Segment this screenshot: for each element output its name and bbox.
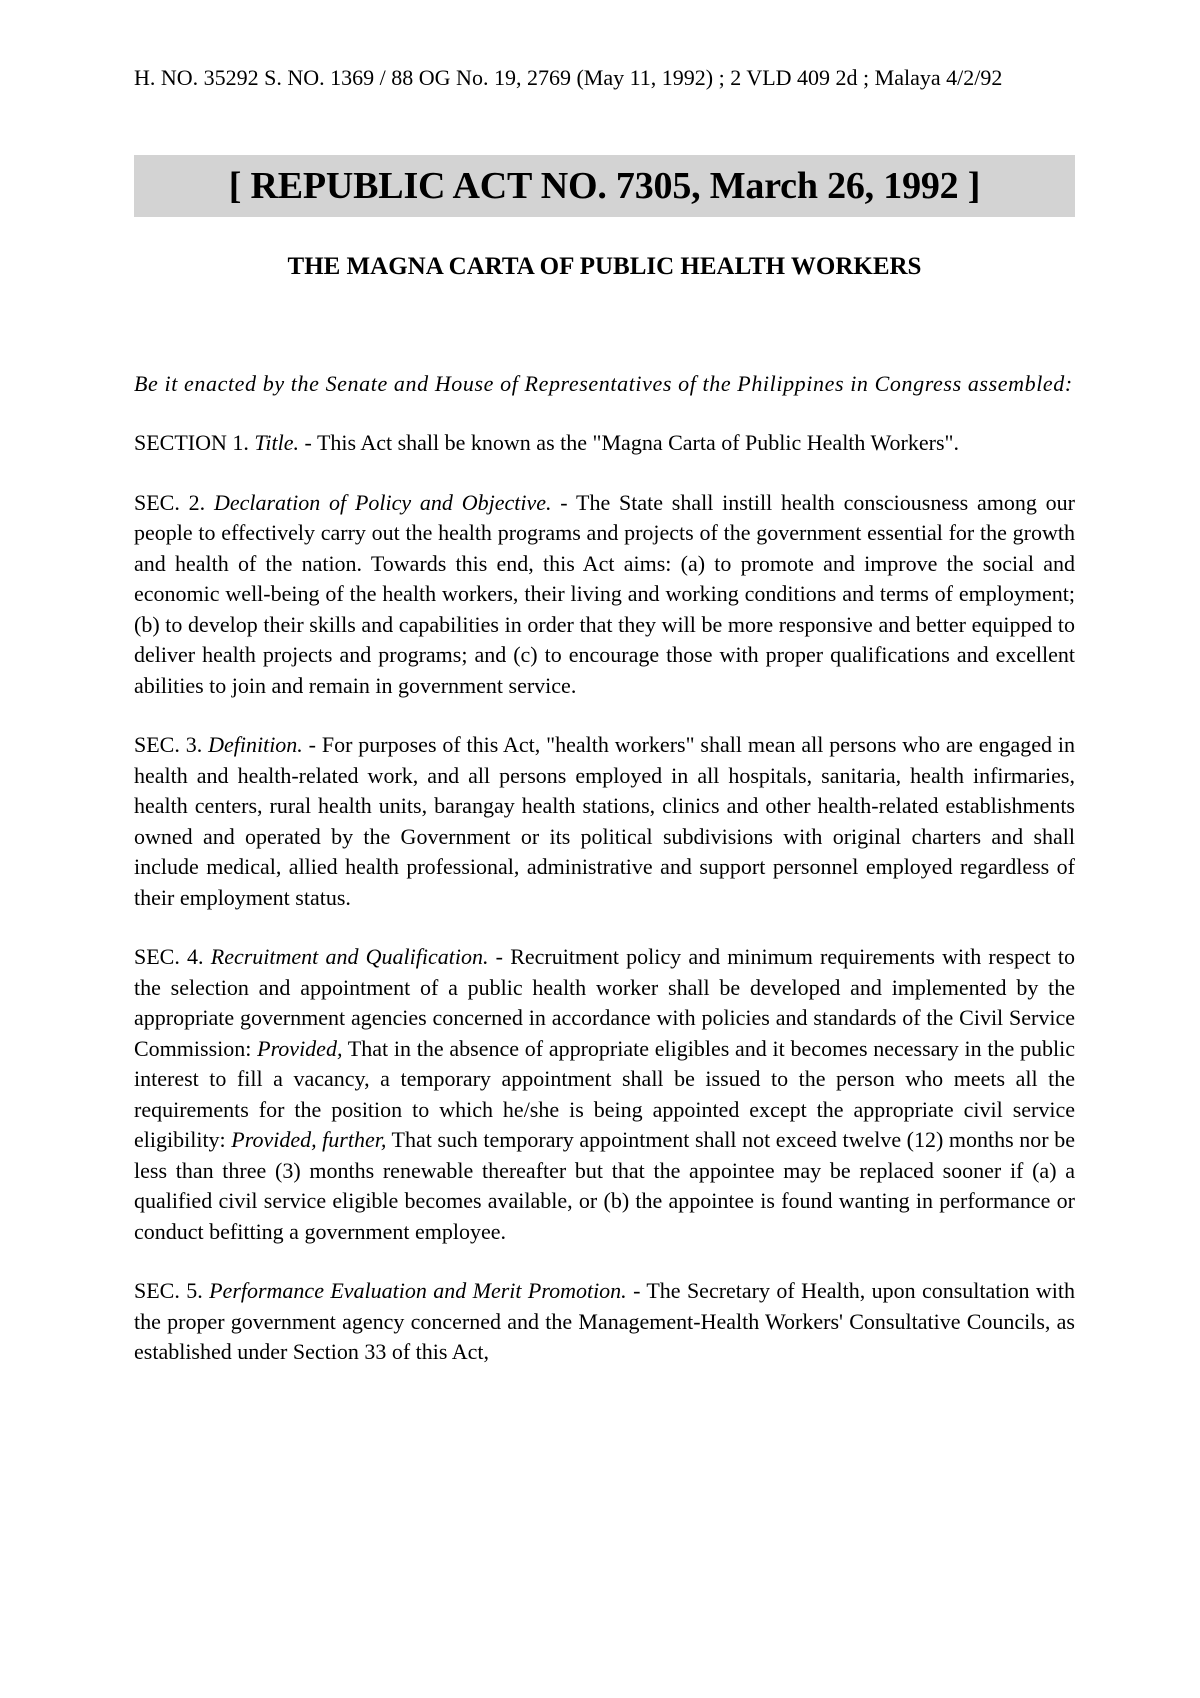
legislative-citation: H. NO. 35292 S. NO. 1369 / 88 OG No. 19, 2769 (May 11, 1992) ; 2 VLD 409 2d ; Malaya 4/2/92 [134,65,1003,90]
section-body: - The State shall instill health consciousness among our people to effectively carry out the health programs and projects of the government essential for the growth and health of the nation. Towards this end, this Act aims: (a) to promote and improve the social and economic well-being of the health workers, their living and working conditions and terms of employment; (b) to develop their skills and capabilities in order that they will be more responsive and better equipped to deliver health projects and programs; and (c) to encourage those with proper qualifications and excellent abilities to join and remain in government service. [134,489,1076,698]
section-1 [134,428,1075,459]
section-heading: Declaration of Policy and Objective. [213,489,552,515]
act-number-heading: [ REPUBLIC ACT NO. 7305, March 26, 1992 ] [228,165,981,207]
section-3 [134,730,1075,913]
document-page [134,62,1075,1390]
section-body: - Recruitment policy and minimum requirements with respect to the selection and appointment of a public health worker shall be developed and implemented by the appropriate government agencies concerned in accordance with policies and standards of the Civil Service Commission: [134,944,1075,1061]
act-title: THE MAGNA CARTA OF PUBLIC HEALTH WORKERS [287,253,922,280]
section-body: - For purposes of this Act, "health workers" shall mean all persons who are engaged in health and health-related work, and all persons employed in all hospitals, sanitaria, health infirmaries, health centers, rural health units, barangay health stations, clinics and other health-related establishments owned and operated by the Government or its political subdivisions with original charters and shall include medical, allied health professional, administrative and support personnel employed regardless of their employment status. [134,732,1076,910]
section-2 [134,488,1075,702]
section-number: SEC. 5. [134,1278,203,1303]
proviso-clause: Provided, [257,1035,343,1061]
enacting-clause: Be it enacted by the Senate and House of Representatives of the Philippines in Congress assembled: [134,371,1073,396]
section-heading: Title. [254,430,300,455]
section-body: - The Secretary of Health, upon consultation with the proper government agency concerned and the Management-Health Workers' Consultative Councils, as established under Section 33 of this Act, [134,1278,1075,1364]
section-number: SECTION 1. [134,430,249,455]
section-heading: Performance Evaluation and Merit Promotion. [209,1278,627,1303]
section-number: SEC. 3. [134,732,203,757]
section-body: That such temporary appointment shall not exceed twelve (12) months nor be less than three (3) months renewable thereafter but that the appointee may be replaced sooner if (a) a qualified civil service eligible becomes available, or (b) the appointee is found wanting in performance or conduct befitting a government employee. [134,1127,1075,1244]
section-5 [134,1276,1075,1368]
section-number: SEC. 4. [134,944,204,969]
section-number: SEC. 2. [134,489,206,515]
section-heading: Recruitment and Qualification. [210,944,489,969]
section-body: That in the absence of appropriate eligibles and it becomes necessary in the public interest to fill a vacancy, a temporary appointment shall be issued to the person who meets all the requirements for the position to which he/she is being appointed except the appropriate civil service eligibility: [134,1035,1076,1152]
act-number-banner [134,155,1075,217]
section-body: - This Act shall be known as the "Magna Carta of Public Health Workers". [299,430,959,455]
proviso-clause: Provided, further, [231,1127,387,1152]
section-4 [134,942,1075,1247]
section-heading: Definition. [208,732,303,757]
